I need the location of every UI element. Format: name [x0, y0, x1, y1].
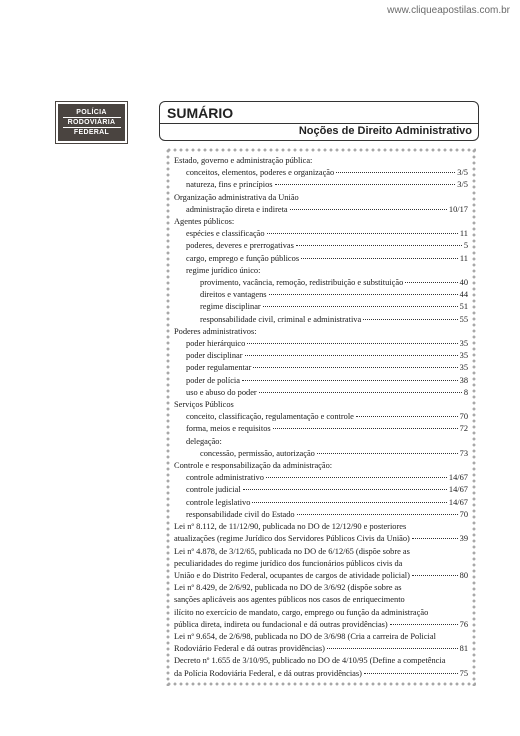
toc-entry: [174, 289, 468, 301]
toc-page-number: 81: [459, 644, 468, 654]
dot-leader: [267, 233, 458, 234]
toc-section-heading: [174, 192, 468, 204]
law-entry: [174, 533, 468, 545]
law-text-line: atualizações (regime Jurídico dos Servidores Públicos Civis da União): [174, 534, 410, 544]
dot-leader: [317, 453, 458, 454]
dot-leader: [327, 648, 458, 649]
toc-section-heading: [174, 216, 468, 228]
toc-page-number: 80: [459, 570, 468, 580]
toc-page-number: 76: [459, 619, 468, 629]
dot-leader: [253, 367, 457, 368]
toc-page-number: 51: [459, 302, 468, 312]
toc-entry-text: uso e abuso do poder: [186, 387, 257, 397]
toc-entry: [174, 484, 468, 496]
toc-page-number: 14/67: [448, 485, 468, 495]
toc-section-heading: [174, 265, 468, 277]
toc-entry-text: direitos e vantagens: [200, 290, 267, 300]
toc-section-heading: [174, 399, 468, 411]
toc-page-number: 8: [463, 387, 468, 397]
toc-page-number: 40: [459, 278, 468, 288]
toc-entry-text: forma, meios e requisitos: [186, 424, 271, 434]
dot-leader: [363, 319, 457, 320]
dot-leader: [301, 258, 458, 259]
toc-page-number: 55: [459, 314, 468, 324]
toc-page-number: 35: [459, 351, 468, 361]
toc-entry-text: delegação:: [186, 436, 222, 446]
toc-page-number: 14/67: [448, 497, 468, 507]
toc-entry: [174, 179, 468, 191]
summary-header: [159, 101, 479, 141]
toc-page-number: 35: [459, 339, 468, 349]
law-text-line: Lei nº 4.878, de 3/12/65, publicada no DO de 6/12/65 (dispõe sobre as: [174, 546, 410, 556]
toc-page-number: 5: [463, 241, 468, 251]
law-entry: [174, 668, 468, 680]
dot-leader: [356, 416, 458, 417]
law-text-line: União e do Distrito Federal, ocupantes de cargos de atividade policial): [174, 570, 410, 580]
dot-leader: [273, 428, 458, 429]
toc-entry-text: Serviços Públicos: [174, 400, 234, 410]
dot-leader: [247, 343, 457, 344]
toc-page-number: 3/5: [457, 180, 468, 190]
dot-leader: [290, 209, 447, 210]
toc-entry-text: poder disciplinar: [186, 351, 243, 361]
toc-entry: [174, 387, 468, 399]
toc-page-number: 3/5: [457, 168, 468, 178]
toc-entry-text: conceitos, elementos, poderes e organização: [186, 168, 335, 178]
toc-entry: [174, 240, 468, 252]
toc-entry: [174, 448, 468, 460]
dot-leader: [263, 306, 458, 307]
law-text-line: pública direta, indireta ou fundacional e dá outras providências): [174, 619, 388, 629]
dot-leader: [336, 172, 455, 173]
toc-entry-text: poder de polícia: [186, 375, 240, 385]
page-subtitle: Noções de Direito Administrativo: [298, 125, 472, 137]
dot-leader: [259, 392, 462, 393]
table-of-contents: [174, 155, 468, 680]
toc-box: [166, 148, 476, 686]
toc-entry-text: administração direta e indireta: [186, 204, 288, 214]
toc-entry-text: conceito, classificação, regulamentação e controle: [186, 412, 354, 422]
toc-page-number: 35: [459, 363, 468, 373]
toc-entry-text: espécies e classificação: [186, 229, 265, 239]
toc-page-number: 11: [459, 253, 468, 263]
prf-logo: [56, 102, 127, 143]
toc-entry: [174, 167, 468, 179]
toc-entry-text: Agentes públicos:: [174, 217, 235, 227]
toc-page-number: 14/67: [448, 473, 468, 483]
toc-page-number: 70: [459, 509, 468, 519]
toc-entry-text: controle judicial: [186, 485, 241, 495]
toc-page-number: 44: [459, 290, 468, 300]
law-text-line: Rodoviário Federal e dá outras providências): [174, 644, 325, 654]
toc-entry-text: regime disciplinar: [200, 302, 261, 312]
dot-leader: [296, 245, 462, 246]
toc-entry-text: Estado, governo e administração pública:: [174, 156, 313, 165]
toc-page-number: 11: [459, 229, 468, 239]
toc-entry: [174, 509, 468, 521]
toc-entry-text: natureza, fins e princípios: [186, 180, 273, 190]
toc-page-number: 70: [459, 412, 468, 422]
toc-page-number: 38: [459, 375, 468, 385]
law-text-line: peculiaridades do regime jurídico dos funcionários públicos civis da: [174, 558, 403, 568]
law-text-line: sanções aplicáveis aos agentes públicos nos casos de enriquecimento: [174, 595, 405, 605]
law-text-line: Lei nº 8.112, de 11/12/90, publicada no DO de 12/12/90 e posteriores: [174, 522, 407, 532]
title-divider: [160, 123, 478, 124]
page-title: SUMÁRIO: [167, 105, 234, 121]
dot-leader: [412, 575, 458, 576]
toc-section-heading: [174, 326, 468, 338]
toc-entry: [174, 472, 468, 484]
toc-entry-text: poder hierárquico: [186, 339, 246, 349]
dot-leader: [269, 294, 458, 295]
logo-line-1: POLÍCIA: [76, 109, 107, 116]
toc-entry: [174, 301, 468, 313]
law-entry: [174, 619, 468, 631]
toc-entry-text: poder regulamentar: [186, 363, 252, 373]
dot-leader: [275, 184, 456, 185]
toc-entry: [174, 362, 468, 374]
toc-entry-text: Poderes administrativos:: [174, 326, 257, 336]
toc-entry: [174, 423, 468, 435]
toc-page-number: 10/17: [448, 204, 468, 214]
toc-section-heading: [174, 460, 468, 472]
toc-page-number: 73: [459, 448, 468, 458]
toc-entry: [174, 375, 468, 387]
logo-line-3: FEDERAL: [73, 129, 110, 136]
toc-entry-text: Controle e responsabilização da administração:: [174, 461, 333, 471]
toc-entry-text: cargo, emprego e função públicos: [186, 253, 300, 263]
site-url[interactable]: www.cliqueapostilas.com.br: [387, 5, 510, 16]
dot-leader: [245, 355, 458, 356]
dot-leader: [266, 477, 447, 478]
toc-section-heading: [174, 155, 468, 167]
toc-entry: [174, 338, 468, 350]
law-text-line: Decreto nº 1.655 de 3/10/95, publicado no DO de 4/10/95 (Define a competência: [174, 656, 446, 666]
logo-line-2: RODOVIÁRIA: [63, 117, 121, 128]
toc-entry: [174, 204, 468, 216]
toc-entry-text: concessão, permissão, autorização: [200, 448, 315, 458]
toc-entry-text: controle administrativo: [186, 473, 264, 483]
dot-leader: [297, 514, 458, 515]
toc-section-heading: [174, 436, 468, 448]
law-text-line: Lei nº 9.654, de 2/6/98, publicada no DO de 3/6/98 (Cria a carreira de Policial: [174, 631, 436, 641]
toc-entry-text: responsabilidade civil do Estado: [186, 509, 295, 519]
toc-entry-text: responsabilidade civil, criminal e administrativa: [200, 314, 362, 324]
dot-leader: [405, 282, 457, 283]
law-entry: [174, 643, 468, 655]
toc-entry-text: regime jurídico único:: [186, 265, 261, 275]
toc-page-number: 75: [459, 668, 468, 678]
law-text-line: da Polícia Rodoviária Federal, e dá outras providências): [174, 668, 362, 678]
dot-leader: [390, 624, 458, 625]
law-entry: [174, 570, 468, 582]
toc-entry-text: provimento, vacância, remoção, redistribuição e substituição: [200, 278, 404, 288]
toc-entry: [174, 497, 468, 509]
toc-entry: [174, 277, 468, 289]
toc-entry-text: Organização administrativa da União: [174, 192, 299, 202]
law-text-line: Lei nº 8.429, de 2/6/92, publicada no DO de 3/6/92 (dispõe sobre as: [174, 583, 402, 593]
toc-entry: [174, 314, 468, 326]
toc-entry-text: controle legislativo: [186, 497, 251, 507]
dot-leader: [412, 538, 458, 539]
toc-page-number: 39: [459, 534, 468, 544]
dot-leader: [243, 489, 447, 490]
toc-page-number: 72: [459, 424, 468, 434]
toc-entry: [174, 253, 468, 265]
toc-entry: [174, 350, 468, 362]
dot-leader: [242, 380, 458, 381]
dot-leader: [364, 673, 458, 674]
toc-entry: [174, 228, 468, 240]
toc-entry-text: poderes, deveres e prerrogativas: [186, 241, 294, 251]
toc-entry: [174, 411, 468, 423]
dot-leader: [252, 502, 446, 503]
law-text-line: ilícito no exercício de mandato, cargo, emprego ou função da administração: [174, 607, 429, 617]
